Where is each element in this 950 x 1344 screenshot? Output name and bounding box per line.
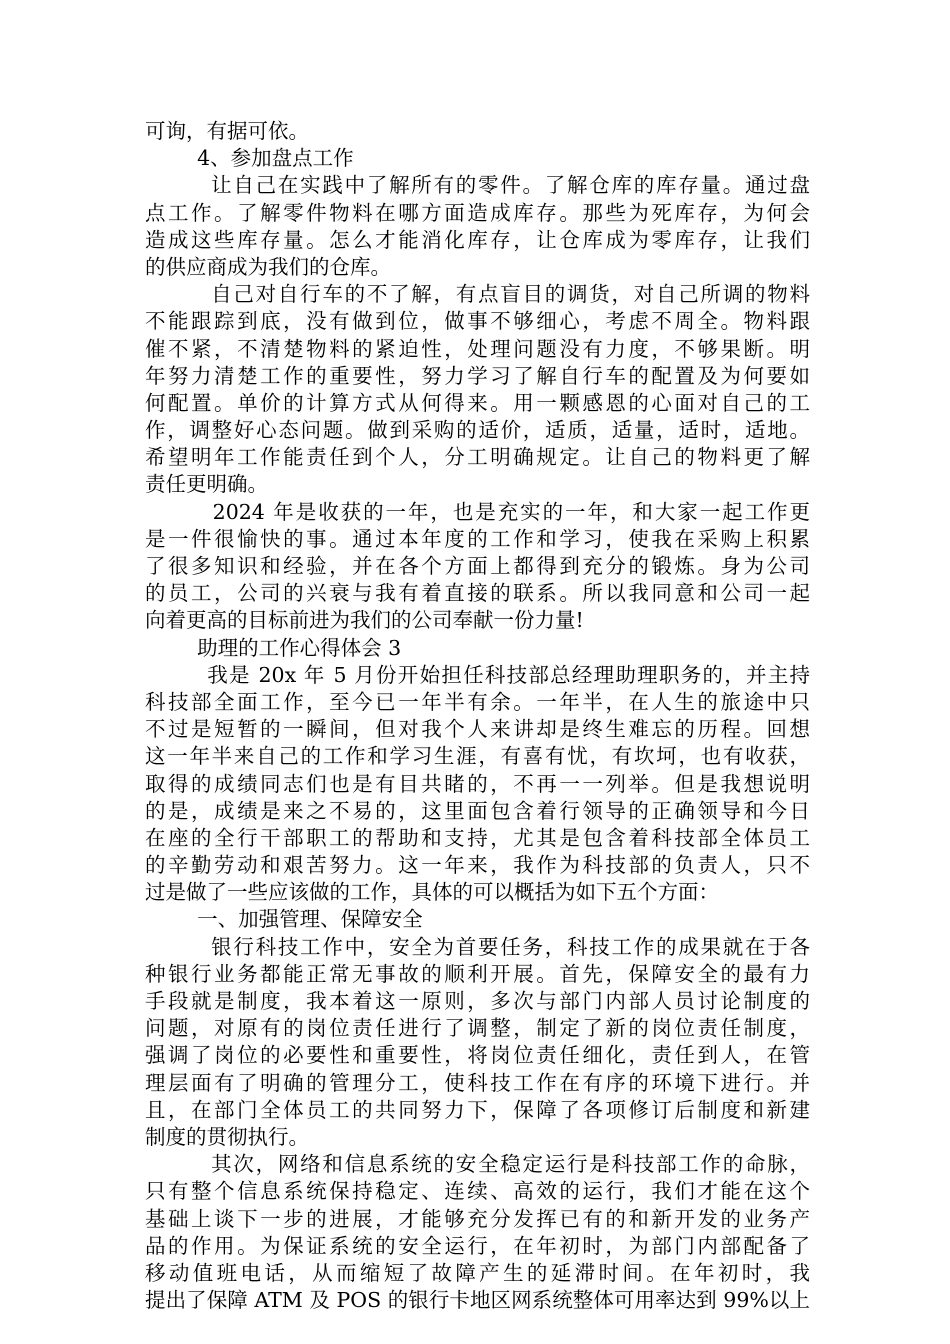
- text-line: 作，调整好心态问题。做到采购的适价，适质，适量，适时，适地。: [145, 418, 810, 443]
- text-line: 的是，成绩是来之不易的，这里面包含着行领导的正确领导和今日: [145, 798, 810, 823]
- text-line: 我是 20x 年 5 月份开始担任科技部总经理助理职务的，并主持: [145, 662, 810, 687]
- text-line: 自己对自行车的不了解，有点盲目的调货，对自己所调的物料: [145, 282, 810, 307]
- text-line: 点工作。了解零件物料在哪方面造成库存。那些为死库存，为何会: [145, 200, 810, 225]
- text-line: 了很多知识和经验，并在各个方面上都得到充分的锻炼。身为公司: [145, 554, 810, 578]
- text-line: 4、参加盘点工作: [145, 146, 354, 171]
- text-line: 责任更明确。: [145, 472, 268, 497]
- text-line: 年努力清楚工作的重要性，努力学习了解自行车的配置及为何要如: [145, 363, 810, 388]
- text-line: 理层面有了明确的管理分工，使科技工作在有序的环境下进行。并: [145, 1070, 810, 1095]
- text-line: 不能跟踪到底，没有做到位，做事不够细心，考虑不周全。物料跟: [145, 309, 810, 334]
- text-line: 种银行业务都能正常无事故的顺利开展。首先，保障安全的最有力: [145, 961, 810, 986]
- text-line: 只有整个信息系统保持稳定、连续、高效的运行，我们才能在这个: [145, 1179, 810, 1204]
- text-line: 取得的成绩同志们也是有目共睹的，不再一一列举。但是我想说明: [145, 771, 810, 796]
- text-line: 基础上谈下一步的进展，才能够充分发挥已有的和新开发的业务产: [145, 1206, 810, 1231]
- text-line: 提出了保障 ATM 及 POS 的银行卡地区网系统整体可用率达到 99%以上: [145, 1288, 810, 1313]
- text-line: 2024 年是收获的一年，也是充实的一年，和大家一起工作更: [145, 499, 810, 524]
- text-line: 过是做了一些应该做的工作，具体的可以概括为如下五个方面：: [145, 880, 719, 905]
- text-line: 手段就是制度，我本着这一原则，多次与部门内部人员讨论制度的: [145, 989, 810, 1013]
- text-line: 制度的贯彻执行。: [145, 1124, 309, 1149]
- text-line: 其次，网络和信息系统的安全稳定运行是科技部工作的命脉，: [145, 1152, 810, 1177]
- text-line: 希望明年工作能责任到个人，分工明确规定。让自己的物料更了解: [145, 445, 810, 470]
- text-line: 的辛勤劳动和艰苦努力。这一年来，我作为科技部的负责人，只不: [145, 853, 810, 878]
- text-line: 银行科技工作中，安全为首要任务，科技工作的成果就在于各: [145, 934, 810, 959]
- text-line: 助理的工作心得体会 3: [145, 635, 402, 660]
- text-line: 的供应商成为我们的仓库。: [145, 254, 391, 279]
- text-line: 是一件很愉快的事。通过本年度的工作和学习，使我在采购上积累: [145, 526, 810, 551]
- text-line: 的员工，公司的兴衰与我有着直接的联系。所以我同意和公司一起: [145, 581, 810, 606]
- text-line: 科技部全面工作，至今已一年半有余。一年半，在人生的旅途中只: [145, 689, 810, 714]
- text-line: 可询，有据可依。: [145, 119, 309, 143]
- document-body-text: [145, 118, 810, 1314]
- text-line: 一、加强管理、保障安全: [145, 907, 423, 932]
- text-line: 且，在部门全体员工的共同努力下，保障了各项修订后制度和新建: [145, 1097, 810, 1122]
- text-line: 造成这些库存量。怎么才能消化库存，让仓库成为零库存，让我们: [145, 227, 810, 252]
- text-line: 问题，对原有的岗位责任进行了调整，制定了新的岗位责任制度，: [145, 1016, 810, 1041]
- text-line: 不过是短暂的一瞬间，但对我个人来讲却是终生难忘的历程。回想: [145, 717, 810, 742]
- text-line: 这一年半来自己的工作和学习生涯，有喜有忧，有坎坷，也有收获，: [145, 744, 810, 769]
- text-line: 移动值班电话，从而缩短了故障产生的延滞时间。在年初时，我: [145, 1260, 810, 1285]
- text-line: 在座的全行干部职工的帮助和支持，尤其是包含着科技部全体员工: [145, 825, 810, 850]
- text-line: 强调了岗位的必要性和重要性，将岗位责任细化，责任到人，在管: [145, 1043, 810, 1068]
- text-line: 催不紧，不清楚物料的紧迫性，处理问题没有力度，不够果断。明: [145, 336, 810, 361]
- text-line: 何配置。单价的计算方式从何得来。用一颗感恩的心面对自己的工: [145, 390, 810, 415]
- text-line: 让自己在实践中了解所有的零件。了解仓库的库存量。通过盘: [145, 173, 810, 198]
- text-line: 品的作用。为保证系统的安全运行，在年初时，为部门内部配备了: [145, 1233, 810, 1258]
- text-line: 向着更高的目标前进为我们的公司奉献一份力量!: [145, 608, 584, 633]
